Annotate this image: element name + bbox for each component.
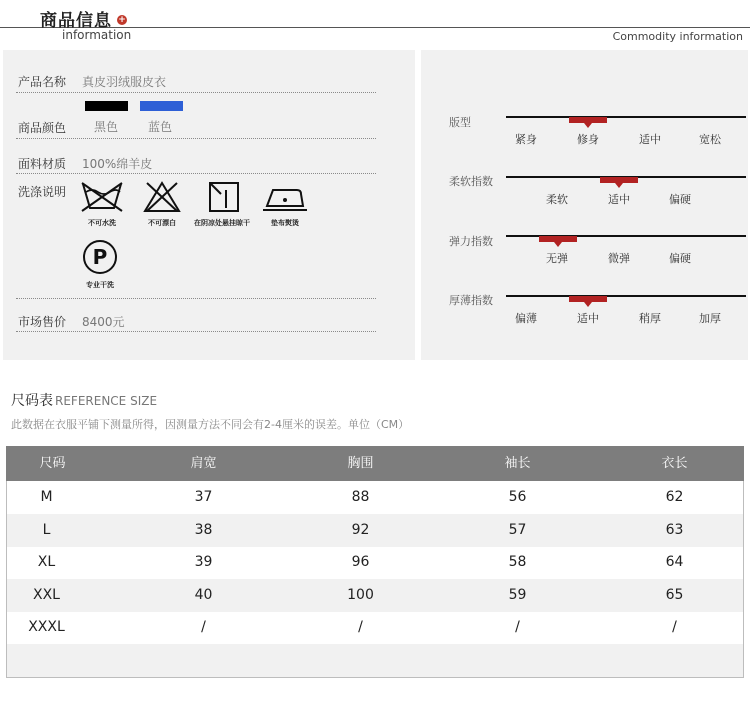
elasticity-option: 微弹 [608,252,630,265]
product-name-value: 真皮羽绒服皮衣 [82,75,167,89]
column-header: 尺码 [39,456,66,471]
table-cell: 63 [665,522,684,538]
thickness-label: 厚薄指数 [449,294,493,307]
table-cell: / [358,619,363,635]
care-label: 不可水洗 [88,219,116,227]
care-label: 不可漂白 [148,219,176,227]
table-row [7,481,743,514]
table-cell: 96 [351,554,370,570]
table-cell: / [672,619,677,635]
table-cell: 88 [351,489,370,505]
material-value: 100%绵羊皮 [82,157,153,171]
table-cell: 100 [347,587,374,603]
table-cell: XXXL [28,619,65,635]
svg-text:P: P [92,245,108,269]
table-cell: 40 [194,587,213,603]
elasticity-option: 偏硬 [669,252,691,265]
table-cell: 58 [508,554,527,570]
section-title: 商品信息 [40,11,112,31]
thickness-option: 稍厚 [639,312,661,325]
table-cell: / [201,619,206,635]
care-label: 在阴凉处悬挂晾干 [194,219,250,227]
size-table-title-cn: 尺码表 [11,393,53,409]
table-row [7,579,743,612]
material-label: 面料材质 [18,157,67,171]
size-table-title-en: REFERENCE SIZE [55,394,158,408]
thickness-scale [506,295,746,297]
table-cell: 65 [665,587,684,603]
care-item [132,180,192,228]
divider [16,173,376,174]
divider [16,92,376,93]
no-water-wash-icon [78,180,126,214]
table-cell: XL [37,554,56,570]
care-item [70,238,130,290]
table-cell: 62 [665,489,684,505]
table-cell: 59 [508,587,527,603]
softness-option: 柔软 [546,193,568,206]
softness-label: 柔软指数 [449,175,493,188]
fit-type-marker-pointer [584,123,592,128]
fit-type-scale [506,116,746,118]
product-name-label: 产品名称 [18,75,67,89]
product-color-label: 商品颜色 [18,121,67,135]
table-row [7,546,743,579]
table-cell: 39 [194,554,213,570]
thickness-option: 偏薄 [515,312,537,325]
table-row [7,514,743,547]
blue-swatch [140,101,183,111]
divider [16,138,376,139]
softness-option: 适中 [608,193,630,206]
table-row-empty [7,644,743,677]
size-table-title [11,390,157,410]
table-cell: M [40,489,53,505]
table-cell: 37 [194,489,213,505]
thickness-option: 加厚 [699,312,721,325]
column-header: 袖长 [504,456,531,471]
care-item [255,180,315,228]
fit-type-option: 适中 [639,133,661,146]
fit-type-option: 紧身 [515,133,537,146]
thickness-option: 适中 [577,312,599,325]
shade-hang-dry-icon [207,180,241,214]
care-label: 专业干洗 [86,281,114,289]
care-item [194,180,254,228]
table-cell: / [515,619,520,635]
iron-with-cloth-icon [261,180,309,214]
color-name-blue: 蓝色 [148,120,173,134]
column-header: 衣长 [661,456,688,471]
black-swatch [85,101,128,111]
elasticity-option: 无弹 [546,252,568,265]
table-cell: 64 [665,554,684,570]
care-label: 垫布熨烫 [271,219,299,227]
column-header: 肩宽 [190,456,217,471]
table-cell: L [42,522,51,538]
softness-option: 偏硬 [669,193,691,206]
table-cell: 92 [351,522,370,538]
price-value: 8400元 [82,315,125,329]
elasticity-label: 弹力指数 [449,235,493,248]
header-rule-left [0,27,38,28]
table-cell: 38 [194,522,213,538]
wash-instructions-label: 洗涤说明 [18,185,67,199]
elasticity-marker-pointer [554,242,562,247]
thickness-marker-pointer [584,302,592,307]
fit-type-option: 宽松 [699,133,721,146]
fit-type-option: 修身 [577,133,599,146]
commodity-information-label: Commodity information [612,30,743,43]
softness-marker-pointer [615,183,623,188]
section-subtitle: information [62,28,132,42]
size-table-note: 此数据在衣服平铺下测量所得，因测量方法不同会有2-4厘米的误差。单位（CM） [11,418,410,431]
size-table-header [6,446,744,481]
no-bleach-icon [142,180,182,214]
professional-dry-clean-icon [81,238,119,276]
table-cell: 57 [508,522,527,538]
divider [16,331,376,332]
divider [16,298,376,299]
plus-icon: + [118,15,126,25]
color-name-black: 黑色 [94,120,119,134]
fit-type-label: 版型 [449,116,471,129]
header-rule [38,27,750,28]
care-item [72,180,132,228]
table-cell: XXL [33,587,60,603]
price-label: 市场售价 [18,315,67,329]
table-cell: 56 [508,489,527,505]
table-row [7,611,743,644]
column-header: 胸围 [347,456,374,471]
